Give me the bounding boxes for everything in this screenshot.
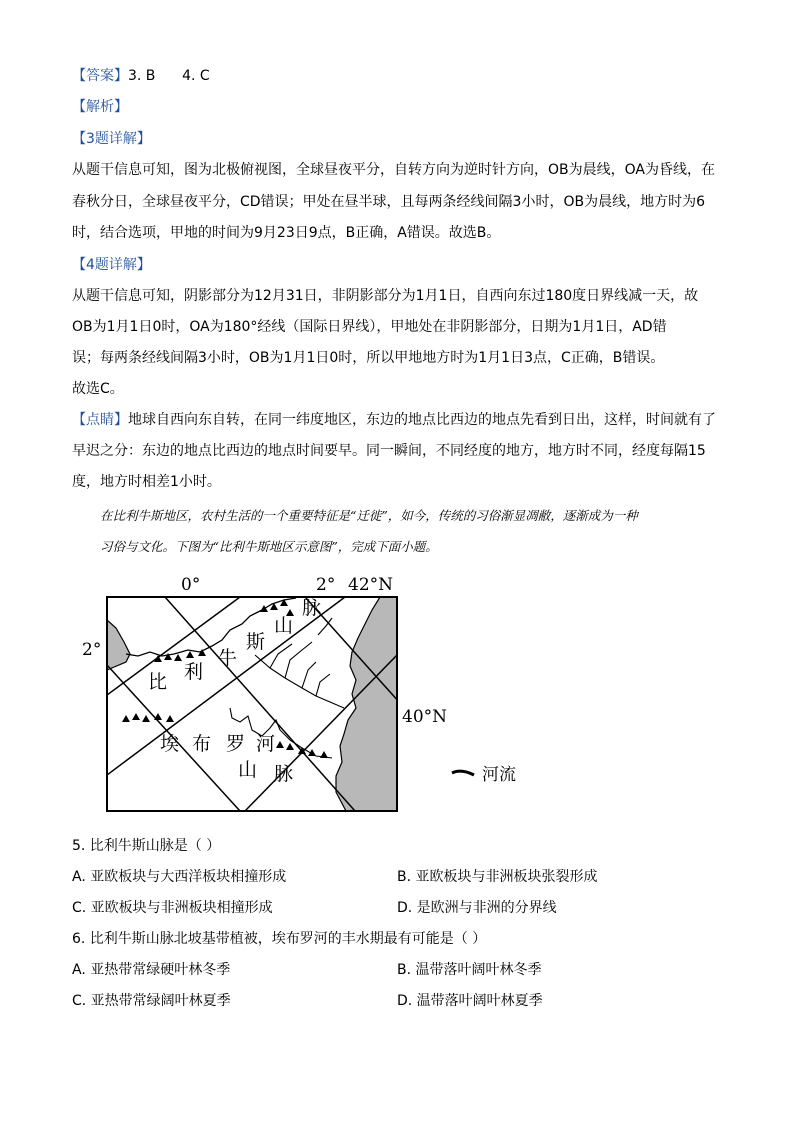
- label-mai-1: 脉: [302, 597, 322, 619]
- q6-option-c: C. 亚热带常绿阔叶林夏季: [72, 993, 231, 1009]
- q3-line-3: 时，结合选项，甲地的时间为9月23日9点，B正确，A错误。故选B。: [72, 225, 501, 241]
- label-luo: 罗: [226, 733, 246, 755]
- label-lat-40: 40°N: [402, 707, 448, 727]
- sea-left: [107, 620, 130, 670]
- tip-line-2: 早迟之分：东边的地点比西边的地点时间要早。同一瞬间，不同经度的地方，地方时不同，经度每隔15: [72, 443, 706, 459]
- legend-river-label: 河流: [482, 765, 516, 785]
- tip-line-3: 度，地方时相差1小时。: [72, 474, 221, 490]
- legend-river-symbol: [452, 771, 474, 775]
- label-li: 利: [184, 661, 204, 683]
- tip-text-1: 地球自西向东自转，在同一纬度地区，东边的地点比西边的地点先看到日出，这样，时间就有了: [128, 412, 716, 428]
- q5-option-a: A. 亚欧板块与大西洋板块相撞形成: [72, 869, 287, 885]
- label-lon-2-left: 2°: [82, 640, 102, 660]
- q6-option-a: A. 亚热带常绿硬叶林冬季: [72, 962, 231, 978]
- label-lat-42: 42°N: [348, 575, 394, 595]
- q4-line-1: 从题干信息可知，阴影部分为12月31日，非阴影部分为1月1日，自西向东过180度日界线减一天，故: [72, 288, 699, 304]
- answer-line: [72, 66, 210, 86]
- label-shan-1: 山: [274, 615, 294, 637]
- q4-line-3: 误；每两条经线间隔3小时，OB为1月1日0时，所以甲地地方时为1月1日3点，C正确，B错误。: [72, 350, 665, 366]
- label-niu: 牛: [218, 647, 238, 669]
- analysis-tag: 【解析】: [72, 99, 128, 115]
- sea-right: [336, 597, 397, 811]
- q5-stem: 5. 比利牛斯山脉是（ ）: [72, 838, 221, 854]
- q5-option-b: B. 亚欧板块与非洲板块张裂形成: [397, 869, 598, 885]
- label-lon-2: 2°: [316, 575, 336, 595]
- label-bu: 布: [192, 733, 212, 755]
- pyrenees-map: [80, 570, 550, 820]
- q6-stem: 6. 比利牛斯山脉北坡基带植被，埃布罗河的丰水期最有可能是（ ）: [72, 931, 487, 947]
- label-si: 斯: [246, 631, 266, 653]
- coastline: [126, 598, 296, 656]
- answer-text: 3. B 4. C: [128, 68, 210, 84]
- label-bi: 比: [148, 671, 168, 693]
- label-shan-2: 山: [238, 759, 258, 781]
- q6-option-d: D. 温带落叶阔叶林夏季: [397, 993, 543, 1009]
- q5-option-d: D. 是欧洲与非洲的分界线: [397, 900, 557, 916]
- q3-line-2: 春秋分日，全球昼夜平分，CD错误；甲处在昼半球，且每两条经线间隔3小时，OB为晨线，地方时为6: [72, 194, 705, 210]
- q3-tag: 【3题详解】: [72, 131, 151, 147]
- label-he: 河: [256, 733, 276, 755]
- intro-line-1: 在比利牛斯地区，农村生活的一个重要特征是“迁徙”，如今，传统的习俗渐显凋敝，逐渐成为一种: [100, 508, 638, 523]
- intro-line-2: 习俗与文化。下图为“比利牛斯地区示意图”，完成下面小题。: [100, 539, 438, 554]
- q5-option-c: C. 亚欧板块与非洲板块相撞形成: [72, 900, 273, 916]
- tip-tag: 【点睛】: [72, 412, 128, 428]
- q4-line-4: 故选C。: [72, 381, 124, 397]
- answer-tag: 【答案】: [72, 68, 128, 84]
- label-lon-0: 0°: [181, 575, 201, 595]
- label-mai-2: 脉: [274, 763, 294, 785]
- q3-line-1: 从题干信息可知，图为北极俯视图，全球昼夜平分，自转方向为逆时针方向，OB为晨线，OA为昏线，在: [72, 162, 715, 178]
- q6-option-b: B. 温带落叶阔叶林冬季: [397, 962, 542, 978]
- tip-line-1: [72, 410, 716, 430]
- q4-tag: 【4题详解】: [72, 257, 151, 273]
- label-ai: 埃: [160, 733, 180, 755]
- q4-line-2: OB为1月1日0时，OA为180°经线（国际日界线），甲地处在非阴影部分，日期为1月1日，AD错: [72, 319, 667, 335]
